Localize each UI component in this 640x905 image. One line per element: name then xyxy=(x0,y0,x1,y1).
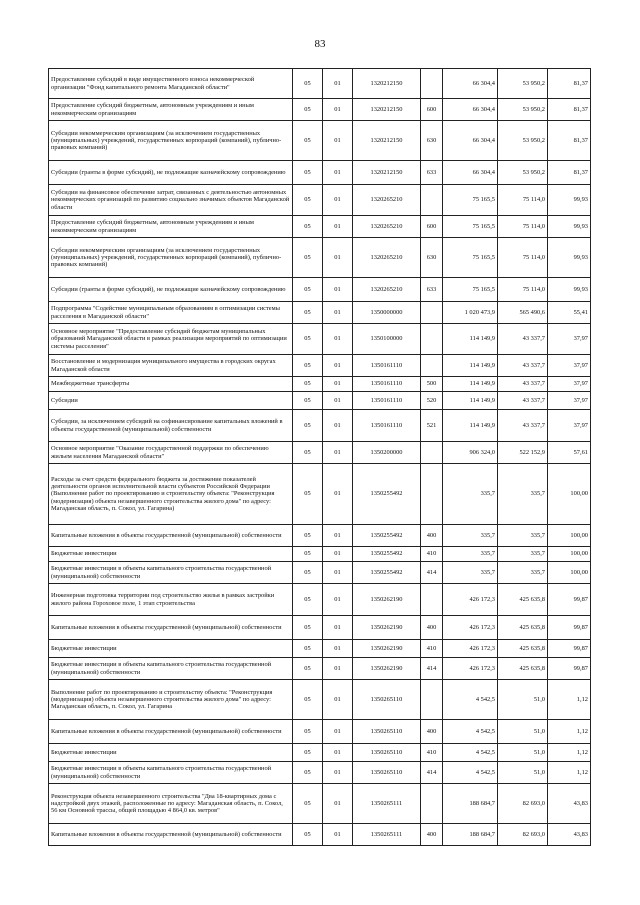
row-expense-type: 410 xyxy=(421,744,443,762)
row-name: Предоставление субсидий в виде имущественного взноса некоммерческой организации "Фонд капитального ремонта Магаданской области" xyxy=(49,69,293,99)
row-name: Бюджетные инвестиции в объекты капитального строительства государственной (муниципальной) собственности xyxy=(49,562,293,584)
row-planned-amount: 75 165,5 xyxy=(443,185,498,216)
row-actual-amount: 51,0 xyxy=(498,744,548,762)
row-expense-type: 630 xyxy=(421,238,443,278)
row-planned-amount: 114 149,9 xyxy=(443,324,498,355)
row-section: 05 xyxy=(293,525,323,547)
row-section: 05 xyxy=(293,464,323,525)
row-name: Основное мероприятие "Оказание государственной поддержки по обеспечению жильем населения Магаданской области" xyxy=(49,442,293,464)
row-planned-amount: 335,7 xyxy=(443,562,498,584)
row-planned-amount: 66 304,4 xyxy=(443,99,498,121)
row-target-article: 1350200000 xyxy=(353,442,421,464)
row-planned-amount: 75 165,5 xyxy=(443,278,498,302)
row-target-article: 1350255492 xyxy=(353,562,421,584)
row-execution-percent: 100,00 xyxy=(548,464,591,525)
row-planned-amount: 426 172,3 xyxy=(443,640,498,658)
row-execution-percent: 1,12 xyxy=(548,720,591,744)
row-expense-type xyxy=(421,302,443,324)
row-actual-amount: 53 950,2 xyxy=(498,121,548,161)
row-name: Капитальные вложения в объекты государственной (муниципальной) собственности xyxy=(49,720,293,744)
row-expense-type xyxy=(421,185,443,216)
row-execution-percent: 100,00 xyxy=(548,562,591,584)
table-row xyxy=(49,69,591,99)
row-planned-amount: 4 542,5 xyxy=(443,744,498,762)
row-name: Субсидии некоммерческим организациям (за исключением государственных (муниципальных) учреждений, государственных корпораций (компаний), публично-правовых компаний) xyxy=(49,121,293,161)
table-row xyxy=(49,547,591,562)
table-row xyxy=(49,392,591,410)
row-target-article: 1350100000 xyxy=(353,324,421,355)
row-section: 05 xyxy=(293,377,323,392)
row-subsection: 01 xyxy=(323,442,353,464)
table-row xyxy=(49,278,591,302)
table-row xyxy=(49,562,591,584)
row-target-article: 1350265111 xyxy=(353,784,421,824)
row-execution-percent: 55,41 xyxy=(548,302,591,324)
row-execution-percent: 100,00 xyxy=(548,547,591,562)
row-target-article: 1320265210 xyxy=(353,278,421,302)
row-execution-percent: 57,61 xyxy=(548,442,591,464)
table-row xyxy=(49,584,591,616)
row-name: Бюджетные инвестиции xyxy=(49,640,293,658)
table-row xyxy=(49,824,591,846)
table-row xyxy=(49,377,591,392)
row-execution-percent: 99,93 xyxy=(548,238,591,278)
row-planned-amount: 4 542,5 xyxy=(443,762,498,784)
row-target-article: 1320212150 xyxy=(353,69,421,99)
row-name: Субсидии (гранты в форме субсидий), не подлежащие казначейскому сопровождению xyxy=(49,161,293,185)
row-target-article: 1350265110 xyxy=(353,680,421,720)
row-name: Капитальные вложения в объекты государственной (муниципальной) собственности xyxy=(49,616,293,640)
table-row xyxy=(49,744,591,762)
row-actual-amount: 565 490,6 xyxy=(498,302,548,324)
row-execution-percent: 81,37 xyxy=(548,69,591,99)
row-section: 05 xyxy=(293,562,323,584)
table-row xyxy=(49,99,591,121)
row-section: 05 xyxy=(293,442,323,464)
row-execution-percent: 37,97 xyxy=(548,324,591,355)
row-actual-amount: 53 950,2 xyxy=(498,99,548,121)
row-subsection: 01 xyxy=(323,392,353,410)
row-actual-amount: 335,7 xyxy=(498,562,548,584)
row-execution-percent: 81,37 xyxy=(548,121,591,161)
table-row xyxy=(49,658,591,680)
row-section: 05 xyxy=(293,99,323,121)
table-row xyxy=(49,464,591,525)
row-actual-amount: 43 337,7 xyxy=(498,355,548,377)
row-planned-amount: 906 324,0 xyxy=(443,442,498,464)
row-subsection: 01 xyxy=(323,640,353,658)
row-subsection: 01 xyxy=(323,616,353,640)
row-expense-type: 414 xyxy=(421,762,443,784)
row-name: Субсидии некоммерческим организациям (за исключением государственных (муниципальных) учреждений, государственных корпораций (компаний), публично-правовых компаний) xyxy=(49,238,293,278)
row-planned-amount: 426 172,3 xyxy=(443,658,498,680)
row-planned-amount: 114 149,9 xyxy=(443,392,498,410)
row-expense-type: 600 xyxy=(421,216,443,238)
row-actual-amount: 335,7 xyxy=(498,525,548,547)
row-section: 05 xyxy=(293,762,323,784)
row-actual-amount: 522 152,9 xyxy=(498,442,548,464)
row-actual-amount: 53 950,2 xyxy=(498,69,548,99)
row-actual-amount: 335,7 xyxy=(498,464,548,525)
row-name: Восстановление и модернизация муниципального имущества в городских округах Магаданской области xyxy=(49,355,293,377)
row-expense-type: 400 xyxy=(421,616,443,640)
row-target-article: 1350161110 xyxy=(353,377,421,392)
row-name: Инженерная подготовка территории под строительство жилья в рамках застройки жилого района Гороховое поле, 1 этап строительства xyxy=(49,584,293,616)
row-expense-type xyxy=(421,355,443,377)
row-actual-amount: 53 950,2 xyxy=(498,161,548,185)
row-planned-amount: 188 684,7 xyxy=(443,784,498,824)
row-expense-type: 633 xyxy=(421,278,443,302)
row-target-article: 1350262190 xyxy=(353,616,421,640)
row-target-article: 1320265210 xyxy=(353,216,421,238)
row-target-article: 1350255492 xyxy=(353,464,421,525)
row-actual-amount: 75 114,0 xyxy=(498,216,548,238)
row-planned-amount: 335,7 xyxy=(443,525,498,547)
row-section: 05 xyxy=(293,744,323,762)
row-execution-percent: 81,37 xyxy=(548,161,591,185)
row-actual-amount: 82 693,0 xyxy=(498,824,548,846)
row-execution-percent: 1,12 xyxy=(548,744,591,762)
row-actual-amount: 335,7 xyxy=(498,547,548,562)
row-subsection: 01 xyxy=(323,762,353,784)
row-subsection: 01 xyxy=(323,238,353,278)
row-section: 05 xyxy=(293,784,323,824)
row-subsection: 01 xyxy=(323,377,353,392)
row-target-article: 1350161110 xyxy=(353,355,421,377)
row-section: 05 xyxy=(293,410,323,442)
row-target-article: 1350262190 xyxy=(353,584,421,616)
row-planned-amount: 66 304,4 xyxy=(443,121,498,161)
row-expense-type xyxy=(421,784,443,824)
row-target-article: 1350262190 xyxy=(353,658,421,680)
row-target-article: 1350161110 xyxy=(353,410,421,442)
row-actual-amount: 43 337,7 xyxy=(498,377,548,392)
row-subsection: 01 xyxy=(323,278,353,302)
row-expense-type xyxy=(421,680,443,720)
row-subsection: 01 xyxy=(323,161,353,185)
row-subsection: 01 xyxy=(323,525,353,547)
table-row xyxy=(49,640,591,658)
row-execution-percent: 43,83 xyxy=(548,784,591,824)
table-row xyxy=(49,324,591,355)
row-expense-type: 414 xyxy=(421,562,443,584)
row-execution-percent: 1,12 xyxy=(548,680,591,720)
row-planned-amount: 114 149,9 xyxy=(443,355,498,377)
row-target-article: 1350265110 xyxy=(353,720,421,744)
row-subsection: 01 xyxy=(323,824,353,846)
row-actual-amount: 75 114,0 xyxy=(498,238,548,278)
row-target-article: 1350255492 xyxy=(353,525,421,547)
budget-table xyxy=(48,68,591,846)
row-section: 05 xyxy=(293,720,323,744)
row-name: Бюджетные инвестиции в объекты капитального строительства государственной (муниципальной) собственности xyxy=(49,762,293,784)
row-subsection: 01 xyxy=(323,464,353,525)
row-expense-type: 410 xyxy=(421,547,443,562)
row-expense-type: 400 xyxy=(421,525,443,547)
row-actual-amount: 43 337,7 xyxy=(498,392,548,410)
row-name: Реконструкция объекта незавершенного строительства "Два 18-квартирных дома с надстройкой двух этажей, расположенные по адресу: Магаданская область, п. Сокол, 56 км Основной трассы, общей площадью 4 864,0 кв. метров" xyxy=(49,784,293,824)
row-planned-amount: 1 020 473,9 xyxy=(443,302,498,324)
row-subsection: 01 xyxy=(323,658,353,680)
row-execution-percent: 81,37 xyxy=(548,99,591,121)
row-execution-percent: 37,97 xyxy=(548,377,591,392)
row-planned-amount: 426 172,3 xyxy=(443,616,498,640)
row-name: Выполнение работ по проектированию и строительству объекта: "Реконструкция (модернизация) объекта незавершенного строительства жилого дома" по адресу: Магаданская область, п. Сокол, ул. Гагарина xyxy=(49,680,293,720)
row-execution-percent: 99,87 xyxy=(548,584,591,616)
row-name: Субсидии, за исключением субсидий на софинансирование капитальных вложений в объекты государственной (муниципальной) собственности xyxy=(49,410,293,442)
row-section: 05 xyxy=(293,121,323,161)
row-subsection: 01 xyxy=(323,720,353,744)
row-subsection: 01 xyxy=(323,355,353,377)
row-name: Субсидии (гранты в форме субсидий), не подлежащие казначейскому сопровождению xyxy=(49,278,293,302)
row-expense-type: 500 xyxy=(421,377,443,392)
row-name: Субсидии на финансовое обеспечение затрат, связанных с деятельностью автономных некоммерческих организаций по развитию социально значимых объектов Магаданской области xyxy=(49,185,293,216)
row-planned-amount: 335,7 xyxy=(443,547,498,562)
row-subsection: 01 xyxy=(323,584,353,616)
row-actual-amount: 43 337,7 xyxy=(498,410,548,442)
row-target-article: 1320265210 xyxy=(353,185,421,216)
row-planned-amount: 4 542,5 xyxy=(443,720,498,744)
table-row xyxy=(49,121,591,161)
row-actual-amount: 43 337,7 xyxy=(498,324,548,355)
row-subsection: 01 xyxy=(323,99,353,121)
row-name: Межбюджетные трансферты xyxy=(49,377,293,392)
row-planned-amount: 4 542,5 xyxy=(443,680,498,720)
row-name: Расходы за счет средств федерального бюджета за достижение показателей деятельности органов исполнительной власти субъектов Российской Федерации (Выполнение работ по проектированию и строительству объекта: "Реконструкция (модернизация) объекта незавершенного строительства жилого дома" по адресу: Магаданская область, п. Сокол, ул. Гагарина) xyxy=(49,464,293,525)
row-planned-amount: 188 684,7 xyxy=(443,824,498,846)
row-name: Предоставление субсидий бюджетным, автономным учреждениям и иным некоммерческим организациям xyxy=(49,99,293,121)
row-execution-percent: 99,93 xyxy=(548,216,591,238)
row-expense-type: 414 xyxy=(421,658,443,680)
row-subsection: 01 xyxy=(323,680,353,720)
table-row xyxy=(49,720,591,744)
row-actual-amount: 75 114,0 xyxy=(498,278,548,302)
table-row xyxy=(49,185,591,216)
table-row xyxy=(49,784,591,824)
row-target-article: 1350000000 xyxy=(353,302,421,324)
row-name: Капитальные вложения в объекты государственной (муниципальной) собственности xyxy=(49,824,293,846)
row-expense-type xyxy=(421,69,443,99)
row-subsection: 01 xyxy=(323,69,353,99)
row-planned-amount: 335,7 xyxy=(443,464,498,525)
table-row xyxy=(49,680,591,720)
row-target-article: 1320212150 xyxy=(353,99,421,121)
row-section: 05 xyxy=(293,658,323,680)
row-execution-percent: 37,97 xyxy=(548,410,591,442)
row-subsection: 01 xyxy=(323,547,353,562)
row-expense-type: 633 xyxy=(421,161,443,185)
row-section: 05 xyxy=(293,584,323,616)
row-planned-amount: 66 304,4 xyxy=(443,69,498,99)
table-row xyxy=(49,762,591,784)
row-execution-percent: 99,93 xyxy=(548,185,591,216)
row-name: Предоставление субсидий бюджетным, автономным учреждениям и иным некоммерческим организациям xyxy=(49,216,293,238)
row-section: 05 xyxy=(293,302,323,324)
row-planned-amount: 75 165,5 xyxy=(443,238,498,278)
row-target-article: 1350255492 xyxy=(353,547,421,562)
row-actual-amount: 51,0 xyxy=(498,762,548,784)
row-actual-amount: 75 114,0 xyxy=(498,185,548,216)
row-target-article: 1350161110 xyxy=(353,392,421,410)
row-section: 05 xyxy=(293,238,323,278)
row-subsection: 01 xyxy=(323,185,353,216)
row-name: Подпрограмма "Содействие муниципальным образованиям в оптимизации системы расселения в Магаданской области" xyxy=(49,302,293,324)
row-planned-amount: 66 304,4 xyxy=(443,161,498,185)
row-subsection: 01 xyxy=(323,562,353,584)
row-execution-percent: 99,87 xyxy=(548,616,591,640)
row-name: Капитальные вложения в объекты государственной (муниципальной) собственности xyxy=(49,525,293,547)
row-section: 05 xyxy=(293,640,323,658)
row-execution-percent: 99,93 xyxy=(548,278,591,302)
row-actual-amount: 51,0 xyxy=(498,680,548,720)
row-actual-amount: 425 635,8 xyxy=(498,658,548,680)
row-target-article: 1350262190 xyxy=(353,640,421,658)
row-name: Субсидии xyxy=(49,392,293,410)
row-section: 05 xyxy=(293,824,323,846)
row-planned-amount: 426 172,3 xyxy=(443,584,498,616)
row-execution-percent: 37,97 xyxy=(548,355,591,377)
row-target-article: 1320265210 xyxy=(353,238,421,278)
row-target-article: 1320212150 xyxy=(353,121,421,161)
row-section: 05 xyxy=(293,185,323,216)
row-execution-percent: 100,00 xyxy=(548,525,591,547)
table-row xyxy=(49,216,591,238)
row-target-article: 1350265110 xyxy=(353,744,421,762)
row-planned-amount: 114 149,9 xyxy=(443,377,498,392)
row-execution-percent: 43,83 xyxy=(548,824,591,846)
row-expense-type xyxy=(421,584,443,616)
row-section: 05 xyxy=(293,161,323,185)
row-execution-percent: 99,87 xyxy=(548,640,591,658)
row-section: 05 xyxy=(293,392,323,410)
table-row xyxy=(49,410,591,442)
row-expense-type xyxy=(421,442,443,464)
row-target-article: 1320212150 xyxy=(353,161,421,185)
row-subsection: 01 xyxy=(323,744,353,762)
row-expense-type: 410 xyxy=(421,640,443,658)
row-execution-percent: 99,87 xyxy=(548,658,591,680)
row-section: 05 xyxy=(293,680,323,720)
row-section: 05 xyxy=(293,278,323,302)
row-actual-amount: 82 693,0 xyxy=(498,784,548,824)
row-expense-type: 521 xyxy=(421,410,443,442)
row-expense-type xyxy=(421,324,443,355)
page-number: 83 xyxy=(314,38,326,50)
row-name: Основное мероприятие "Предоставление субсидий бюджетам муниципальных образований Магаданской области в рамках реализации мероприятий по оптимизации системы расселения" xyxy=(49,324,293,355)
table-row xyxy=(49,355,591,377)
row-section: 05 xyxy=(293,616,323,640)
row-expense-type: 400 xyxy=(421,824,443,846)
row-name: Бюджетные инвестиции xyxy=(49,547,293,562)
table-row xyxy=(49,616,591,640)
row-section: 05 xyxy=(293,355,323,377)
row-expense-type xyxy=(421,464,443,525)
row-expense-type: 600 xyxy=(421,99,443,121)
row-target-article: 1350265111 xyxy=(353,824,421,846)
row-expense-type: 520 xyxy=(421,392,443,410)
row-name: Бюджетные инвестиции в объекты капитального строительства государственной (муниципальной) собственности xyxy=(49,658,293,680)
row-expense-type: 400 xyxy=(421,720,443,744)
row-execution-percent: 1,12 xyxy=(548,762,591,784)
table-row xyxy=(49,442,591,464)
table-row xyxy=(49,525,591,547)
table-row xyxy=(49,161,591,185)
row-section: 05 xyxy=(293,69,323,99)
row-subsection: 01 xyxy=(323,410,353,442)
row-target-article: 1350265110 xyxy=(353,762,421,784)
row-subsection: 01 xyxy=(323,784,353,824)
row-execution-percent: 37,97 xyxy=(548,392,591,410)
row-actual-amount: 51,0 xyxy=(498,720,548,744)
table-row xyxy=(49,238,591,278)
row-subsection: 01 xyxy=(323,302,353,324)
table-row xyxy=(49,302,591,324)
row-section: 05 xyxy=(293,547,323,562)
row-section: 05 xyxy=(293,324,323,355)
row-subsection: 01 xyxy=(323,216,353,238)
row-subsection: 01 xyxy=(323,324,353,355)
row-actual-amount: 425 635,8 xyxy=(498,616,548,640)
row-name: Бюджетные инвестиции xyxy=(49,744,293,762)
row-planned-amount: 75 165,5 xyxy=(443,216,498,238)
row-planned-amount: 114 149,9 xyxy=(443,410,498,442)
row-actual-amount: 425 635,8 xyxy=(498,640,548,658)
row-section: 05 xyxy=(293,216,323,238)
row-expense-type: 630 xyxy=(421,121,443,161)
row-subsection: 01 xyxy=(323,121,353,161)
row-actual-amount: 425 635,8 xyxy=(498,584,548,616)
